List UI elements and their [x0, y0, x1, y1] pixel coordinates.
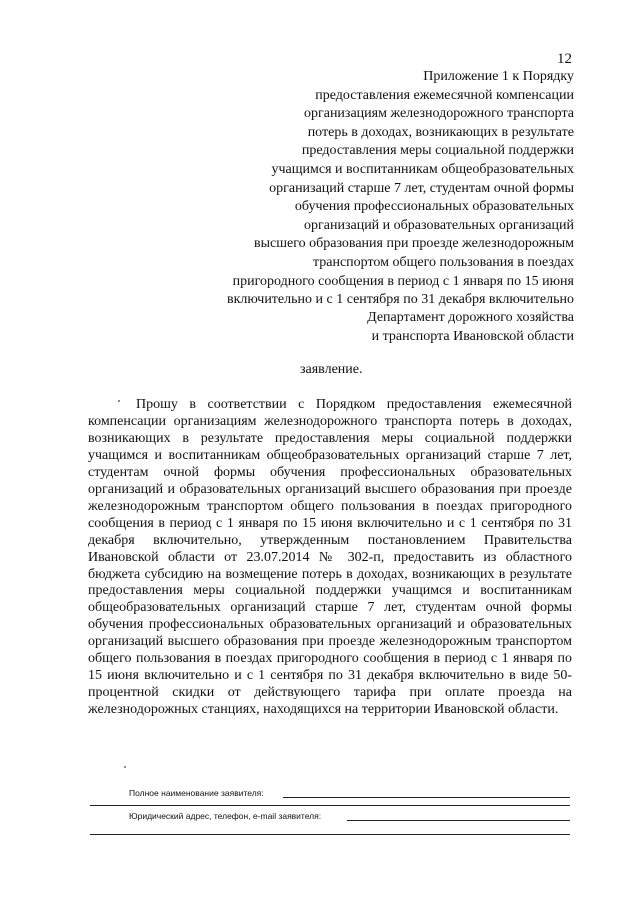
scan-speck	[118, 400, 120, 402]
scan-speck	[124, 766, 126, 768]
appendix-line: предоставления меры социальной поддержки	[301, 143, 574, 159]
appendix-line: организациям железнодорожного транспорта	[303, 106, 574, 122]
addressee-block	[367, 309, 574, 346]
legal-address-field-continuation[interactable]	[90, 834, 570, 835]
full-name-field[interactable]	[283, 797, 570, 798]
appendix-line: организаций старше 7 лет, студентам очной формы	[269, 180, 574, 196]
legal-address-field[interactable]	[347, 820, 570, 821]
appendix-line: учащимся и воспитанникам общеобразовательных	[271, 161, 574, 177]
appendix-line: высшего образования при проезде железнодорожным	[253, 236, 574, 252]
appendix-line: Приложение 1 к Порядку	[423, 69, 574, 84]
appendix-line: потерь в доходах, возникающих в результате	[307, 124, 574, 140]
document-title: заявление.	[300, 362, 363, 377]
application-body: Прошу в соответствии с Порядком предоставления ежемесячной компенсации организациям железнодорожного транспорта потерь в доходах, возникающих в результате предоставления меры социальной поддержки учащимся и воспитанникам общеобразовательных организаций старше 7 лет, студентам очной формы обучения профессиональных образовательных организаций и образовательных организаций высшего образования при проезде железнодорожным транспортом общего пользования в поездах пригородного сообщения в период с 1 января по 15 июня включительно и с 1 сентября по 31 декабря включительно, утвержденным постановлением Правительства Ивановской области от 23.07.2014 № 302-п, предоставить из областного бюджета субсидию на возмещение потерь в доходах, возникающих в результате предоставления меры социальной поддержки учащимся и воспитанникам общеобразовательных организаций старше 7 лет, студентам очной формы обучения профессиональных образовательных организаций и образовательных организаций высшего образования при проезде железнодорожным транспортом общего пользования в поездах пригородного сообщения в период с 1 января по 15 июня включительно и с 1 сентября по 31 декабря включительно в виде 50-процентной скидки от действующего тарифа при оплате проезда на железнодорожных станциях, находящихся на территории Ивановской области.	[88, 397, 572, 718]
appendix-line: организаций и образовательных организаций	[304, 217, 574, 233]
appendix-line: обучения профессиональных образовательных	[294, 199, 574, 215]
appendix-line: предоставления ежемесячной компенсации	[315, 87, 574, 103]
page-number: 12	[557, 51, 572, 67]
appendix-line: включительно и с 1 сентября по 31 декабря включительно	[226, 292, 574, 308]
addressee-line-1: Департамент дорожного хозяйства	[367, 310, 574, 325]
appendix-line: транспортом общего пользования в поездах	[312, 254, 574, 270]
legal-address-label: Юридический адрес, телефон, e-mail заявителя:	[129, 811, 322, 821]
full-name-label: Полное наименование заявителя:	[129, 788, 264, 798]
addressee-line-2: и транспорта Ивановской области	[371, 328, 574, 344]
full-name-field-continuation[interactable]	[90, 805, 570, 806]
appendix-line: пригородного сообщения в период с 1 января по 15 июня	[232, 273, 574, 289]
appendix-header	[94, 68, 574, 310]
